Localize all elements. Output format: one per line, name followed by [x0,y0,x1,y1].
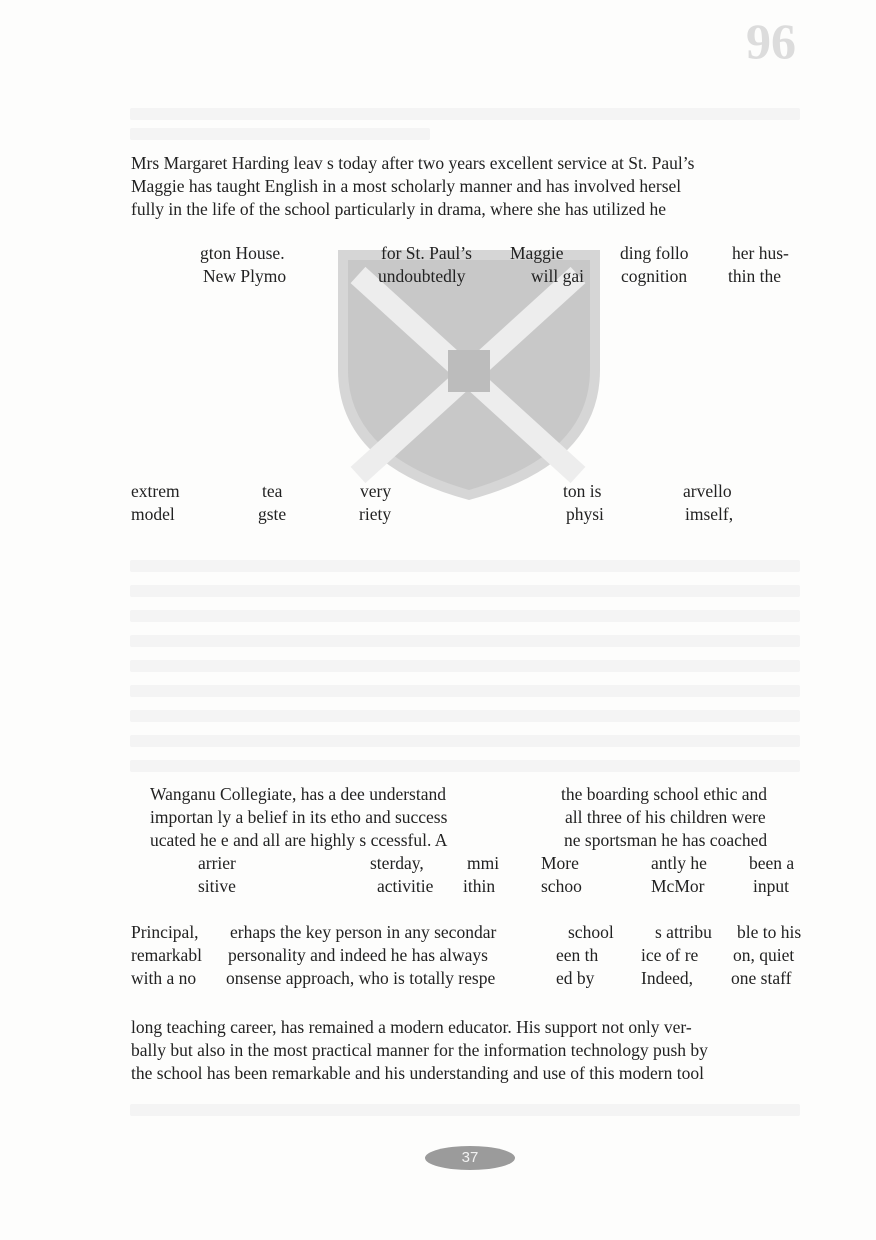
bleed-through-line [130,660,800,672]
text-fragment: arvello [683,481,732,501]
text-fragment: New Plymo [203,266,287,286]
text-fragment: one staff [731,968,792,988]
school-crest-watermark [338,250,600,500]
text-fragment: arrier [198,853,236,873]
text-fragment: imself, [685,504,734,524]
bleed-through-line [130,610,800,622]
text-fragment: all three of his children were [565,807,766,827]
bleed-through-line [130,760,800,772]
text-fragment: input [753,876,789,896]
bleed-through-line [130,108,800,120]
text-fragment: ucated he e and all are highly s ccessful. A [150,830,448,850]
text-fragment: with a no [131,968,197,988]
text-fragment: gste [258,504,287,524]
text-fragment: extrem [131,481,180,501]
text-fragment: antly he [651,853,707,873]
text-fragment: mmi [467,853,500,873]
text-fragment: riety [359,504,392,524]
text-fragment: ding follo [620,243,689,263]
bleed-through-line [130,635,800,647]
text-line: fully in the life of the school particularly in drama, where she has utilized he [131,199,667,219]
text-fragment: sterday, [370,853,424,873]
bleed-through-line [130,710,800,722]
text-fragment: schoo [541,876,582,896]
paragraph-modern-educator [131,1016,799,1085]
text-line: long teaching career, has remained a modern educator. His support not only ver- [131,1017,692,1037]
text-fragment: will gai [531,266,584,286]
text-fragment: importan ly a belief in its etho and success [150,807,448,827]
text-fragment: her hus- [732,243,789,263]
bleed-through-line [130,128,430,140]
bleed-through-line [130,560,800,572]
text-fragment: ice of re [641,945,699,965]
text-fragment: school [568,922,614,942]
text-fragment: personality and indeed he has always [228,945,488,965]
text-fragment: thin the [728,266,781,286]
text-fragment: gton House. [200,243,285,263]
text-fragment: remarkabl [131,945,202,965]
text-fragment: McMor [651,876,705,896]
text-fragment: ble to his [737,922,802,942]
text-fragment: ed by [556,968,595,988]
text-fragment: ton is [563,481,602,501]
text-line: bally but also in the most practical manner for the information technology push by [131,1040,708,1060]
text-fragment: ne sportsman he has coached [564,830,768,850]
paragraph-harding [131,152,799,221]
text-fragment: Principal, [131,922,199,942]
text-fragment: ithin [463,876,496,896]
text-fragment: More [541,853,579,873]
text-fragment: been a [749,853,795,873]
text-line: Mrs Margaret Harding leav s today after two years excellent service at St. Paul’s [131,153,695,173]
bleed-through-line [130,735,800,747]
text-line: the school has been remarkable and his understanding and use of this modern tool [131,1063,704,1083]
text-fragment: Indeed, [641,968,693,988]
text-fragment: undoubtedly [378,266,466,286]
text-fragment: onsense approach, who is totally respe [226,968,496,988]
text-fragment: sitive [198,876,236,896]
page-number-badge: 37 [425,1146,515,1170]
bleed-through-line [130,685,800,697]
text-fragment: on, quiet [733,945,795,965]
text-fragment: Maggie [510,243,564,263]
header-year: 96 [746,13,796,69]
text-fragment: tea [262,481,283,501]
text-line: Maggie has taught English in a most scholarly manner and has involved hersel [131,176,682,196]
bleed-through-line [130,585,800,597]
text-fragment: model [131,504,175,524]
text-fragment: for St. Paul’s [381,243,472,263]
text-fragment: cognition [621,266,688,286]
text-fragment: very [360,481,392,501]
text-fragment: the boarding school ethic and [561,784,768,804]
text-fragment: een th [556,945,599,965]
text-fragment: activitie [377,876,434,896]
bleed-through-line [130,1104,800,1116]
text-fragment: s attribu [655,922,712,942]
text-fragment: erhaps the key person in any secondar [230,922,497,942]
text-fragment: Wanganu Collegiate, has a dee understand [150,784,446,804]
text-fragment: physi [566,504,604,524]
